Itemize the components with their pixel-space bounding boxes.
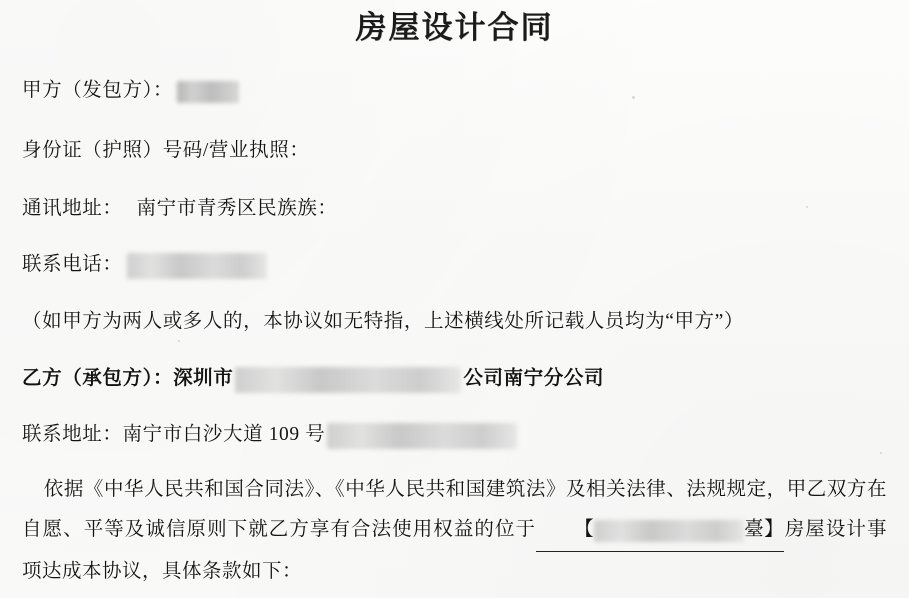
bracket-close: 臺】 — [744, 519, 785, 540]
redaction-location — [594, 520, 744, 542]
scan-speck — [178, 340, 180, 342]
body-text-1: 依据《中华人民共和国合同法》、《中华人民共和国建筑法》及相关法律、法规规定，甲乙双方在自愿、平等及诚信原则下就乙方享有合法使用权益的位于 — [22, 479, 887, 540]
field-mail-address-value: 南宁市青秀区民族族： — [136, 198, 338, 219]
field-party-b-prefix: 深圳市 — [173, 368, 234, 389]
field-party-a — [22, 74, 239, 103]
field-party-b-suffix: 公司南宁分公司 — [463, 368, 605, 389]
scan-speck — [806, 206, 808, 208]
field-party-b — [22, 362, 604, 393]
redacted-location — [536, 510, 784, 552]
field-party-a-label: 甲方（发包方）： — [22, 80, 174, 101]
redaction-party-b-name — [235, 367, 461, 393]
body-text-2: 房屋设计事项达成本协议，具体条款如下： — [22, 519, 887, 582]
redaction-party-b-address — [327, 423, 517, 449]
note-party-a: （如甲方为两人或多人的，本协议如无特指，上述横线处所记载人员均为“甲方”） — [22, 311, 745, 332]
field-id-number — [22, 134, 309, 162]
field-party-b-address-value: 南宁市白沙大道 109 号 — [122, 424, 326, 445]
page-title: 房屋设计合同 — [355, 10, 554, 46]
field-phone — [22, 248, 267, 279]
field-id-number-label: 身份证（护照）号码/营业执照： — [22, 140, 310, 161]
field-phone-label: 联系电话： — [22, 254, 123, 275]
scan-speck — [880, 452, 882, 454]
field-party-b-label: 乙方（承包方）： — [22, 368, 174, 389]
redaction-phone — [127, 253, 267, 279]
scan-speck — [632, 96, 635, 99]
field-mail-address — [22, 192, 338, 220]
field-party-b-address-label: 联系地址： — [22, 424, 123, 445]
bracket-open: 【 — [574, 519, 595, 540]
field-mail-address-label: 通讯地址： — [22, 198, 123, 219]
field-party-b-address — [22, 418, 517, 449]
redaction-party-a — [177, 81, 239, 103]
body-paragraph — [22, 470, 887, 592]
